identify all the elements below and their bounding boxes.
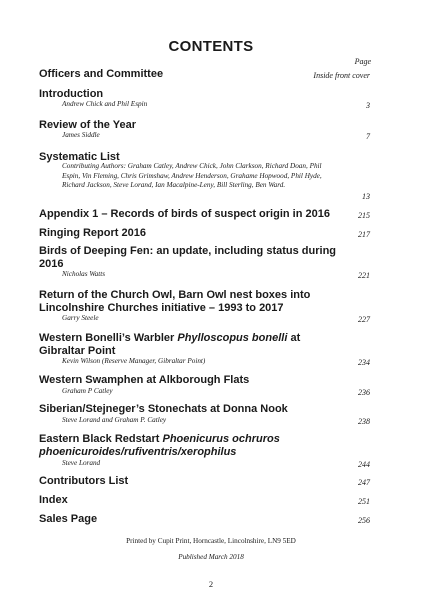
toc-entry-title: Siberian/Stejneger’s Stonechats at Donna Nook (39, 403, 288, 415)
toc-entry-title: Birds of Deeping Fen: an update, including status during 2016 (39, 245, 337, 270)
toc-entry-title: Ringing Report 2016 (39, 227, 146, 239)
toc-entry-authors: Garry Steele (62, 314, 99, 322)
toc-entry-page: 238 (358, 417, 370, 426)
toc-entry-authors: Graham P Catley (62, 387, 113, 395)
page-number: 2 (208, 579, 214, 589)
toc-entry-page: 244 (358, 460, 370, 469)
toc-entry-title: Contributors List (39, 475, 129, 487)
toc-title-text: at Gibraltar Point (39, 332, 301, 357)
toc-title-text: Western Bonelli’s Warbler (39, 332, 178, 344)
toc-title-scientific-name: Phylloscopus bonelli (177, 332, 288, 344)
toc-entry-page: 3 (366, 101, 370, 110)
page-column-header: Page (354, 57, 371, 66)
toc-entry-title: Officers and Committee (39, 68, 164, 80)
printer-credit: Printed by Cupit Print, Horncastle, Lincolnshire, LN9 5ED (126, 537, 296, 545)
toc-entry-page: 7 (366, 132, 370, 141)
toc-entry-title: Appendix 1 – Records of birds of suspect origin in 2016 (39, 208, 330, 220)
toc-entry-title: Return of the Church Owl, Barn Owl nest boxes into Lincolnshire Churches initiative – 1993 to 2017 (39, 289, 311, 314)
toc-entry-title (39, 433, 299, 459)
toc-entry-authors: Steve Lorand (62, 459, 101, 467)
toc-entry-authors: Kevin Wilson (Reserve Manager, Gibraltar Point) (62, 357, 206, 365)
toc-entry-title: Western Swamphen at Alkborough Flats (39, 374, 250, 386)
page-title: CONTENTS (168, 38, 254, 55)
toc-entry-authors: Steve Lorand and Graham P. Catley (62, 416, 167, 424)
toc-entry-title: Review of the Year (39, 119, 137, 131)
toc-entry-page: 247 (358, 478, 370, 487)
toc-entry-authors: Andrew Chick and Phil Espin (62, 100, 148, 108)
toc-entry-page: 227 (358, 315, 370, 324)
toc-title-text: Eastern Black Redstart (39, 433, 163, 445)
toc-entry-title: Sales Page (39, 513, 98, 525)
toc-entry-title: Introduction (39, 88, 104, 100)
toc-entry-title (39, 332, 339, 358)
toc-entry-page: Inside front cover (313, 71, 370, 80)
toc-entry-title: Index (39, 494, 68, 506)
toc-entry-page: 13 (362, 192, 370, 201)
toc-entry-page: 215 (358, 211, 370, 220)
toc-entry-page: 236 (358, 388, 370, 397)
publication-date: Published March 2018 (178, 553, 244, 561)
toc-entry-page: 221 (358, 271, 370, 280)
toc-title-scientific-name: Phoenicurus ochruros phoenicuroides/rufiventris/xerophilus (39, 433, 280, 458)
toc-entry-authors: Contributing Authors: Graham Catley, Andrew Chick, John Clarkson, Richard Doan, Phil Espin, Vin Fleming, Chris Grimshaw, Andrew Henderson, Grahame Hopwood, Phil Hyde, Richard Jackson, Steve Lorand, Ian Macalpine-Leny, Bill Sterling, Ben Ward. (62, 162, 322, 190)
toc-entry-page: 251 (358, 497, 370, 506)
toc-entry-title: Systematic List (39, 151, 120, 163)
toc-entry-page: 234 (358, 358, 370, 367)
toc-entry-page: 256 (358, 516, 370, 525)
toc-entry-authors: James Siddle (62, 131, 100, 139)
toc-entry-page: 217 (358, 230, 370, 239)
toc-entry-authors: Nicholas Watts (62, 270, 106, 278)
